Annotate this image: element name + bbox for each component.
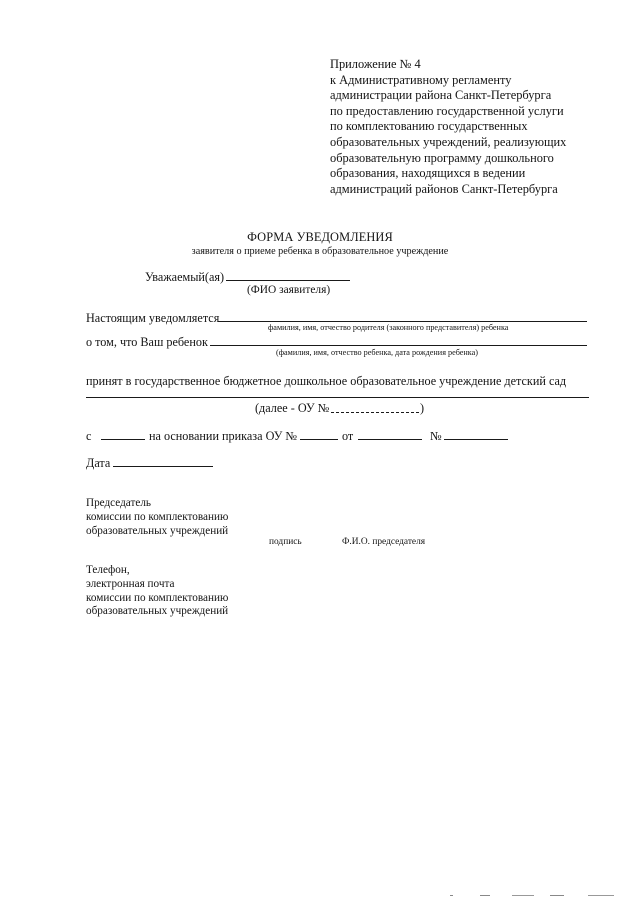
contacts-block xyxy=(86,564,228,619)
number-label: № xyxy=(430,429,442,443)
hereinafter-prefix: (далее - ОУ № xyxy=(255,401,330,415)
chairman-block xyxy=(86,497,228,538)
appendix-line: образования, находящихся в ведении xyxy=(330,166,526,181)
chairman-name-caption: Ф.И.О. председателя xyxy=(342,537,426,547)
appendix-line: по комплектованию государственных xyxy=(330,119,528,134)
order-number-field[interactable] xyxy=(444,439,508,440)
appendix-line: Приложение № 4 xyxy=(330,57,421,71)
appendix-line: образовательных учреждений, реализующих xyxy=(330,134,567,149)
contacts-line: Телефон, xyxy=(86,564,130,576)
child-name-field[interactable] xyxy=(210,345,587,346)
chairman-line: Председатель xyxy=(86,497,152,509)
form-subtitle: заявителя о приеме ребенка в образовательное учреждение xyxy=(191,246,449,257)
appendix-line: по предоставлению государственной услуги xyxy=(330,103,564,118)
from-date-label: от xyxy=(342,429,354,443)
institution-number-field[interactable] xyxy=(331,412,419,413)
notify-label: Настоящим уведомляется xyxy=(86,311,220,325)
scan-noise-marks xyxy=(450,893,630,899)
contacts-line: комиссии по комплектованию xyxy=(86,591,229,604)
notice-date-field[interactable] xyxy=(113,466,213,467)
signature-caption: подпись xyxy=(269,537,302,547)
appendix-line: администраций районов Санкт-Петербурга xyxy=(330,181,558,196)
greeting-caption: (ФИО заявителя) xyxy=(247,284,331,296)
child-label: о том, что Ваш ребенок xyxy=(86,335,208,349)
basis-label: на основании приказа ОУ № xyxy=(149,429,297,443)
chairman-line: образовательных учреждений xyxy=(86,524,229,537)
appendix-line: администрации района Санкт-Петербурга xyxy=(330,88,552,103)
chairman-line: комиссии по комплектованию xyxy=(86,510,229,523)
hereinafter-suffix: ) xyxy=(420,401,425,415)
order-institution-field[interactable] xyxy=(300,439,338,440)
contacts-line: образовательных учреждений xyxy=(86,605,229,618)
from-label: с xyxy=(86,429,92,443)
parent-name-field[interactable] xyxy=(218,321,587,322)
child-caption: (фамилия, имя, отчество ребенка, дата рождения ребенка) xyxy=(276,348,479,357)
appendix-line: образовательную программу дошкольного xyxy=(330,150,554,165)
appendix-header xyxy=(330,57,566,197)
order-date-field[interactable] xyxy=(358,439,422,440)
greeting-label: Уважаемый(ая) xyxy=(145,270,225,284)
date-label: Дата xyxy=(86,456,111,470)
contacts-line: электронная почта xyxy=(86,577,175,590)
appendix-line: к Административному регламенту xyxy=(330,72,512,87)
form-title: ФОРМА УВЕДОМЛЕНИЯ xyxy=(247,230,393,244)
start-date-field[interactable] xyxy=(101,439,145,440)
accepted-text: принят в государственное бюджетное дошкольное образовательное учреждение детский сад xyxy=(86,374,567,388)
applicant-name-field[interactable] xyxy=(226,280,350,281)
kindergarten-name-field[interactable] xyxy=(86,397,589,398)
notify-caption: фамилия, имя, отчество родителя (законного представителя) ребенка xyxy=(268,323,509,332)
